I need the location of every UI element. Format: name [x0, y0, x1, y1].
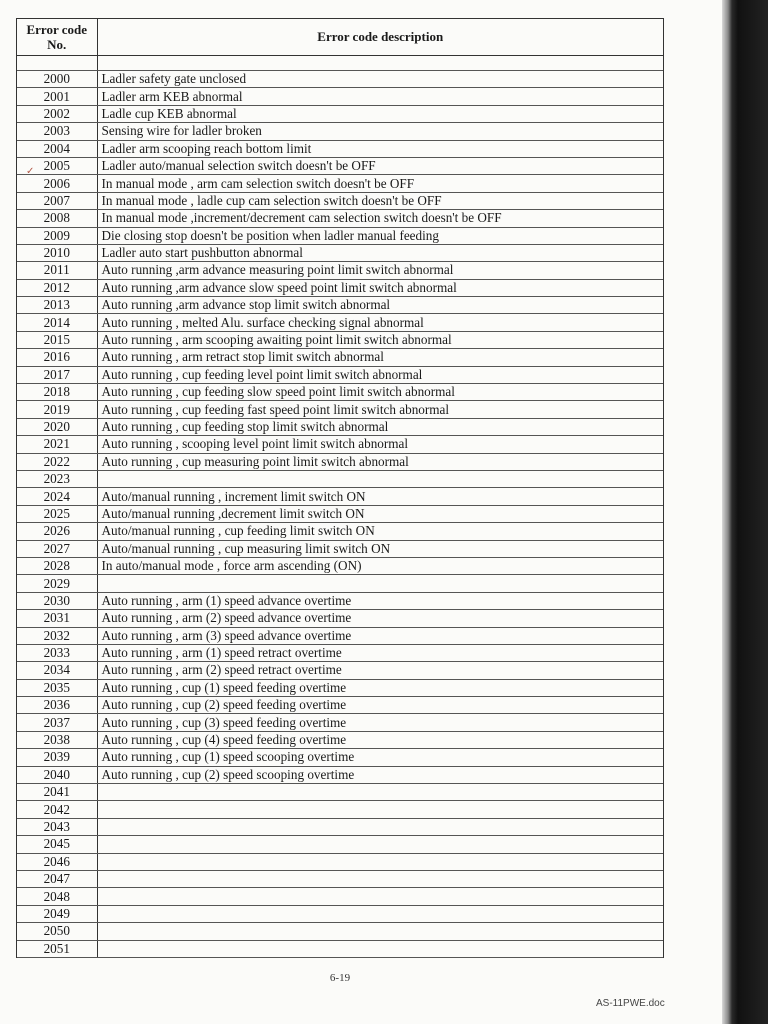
table-row	[17, 749, 663, 766]
error-description-cell	[97, 905, 663, 922]
error-description-cell: Auto running ,arm advance stop limit switch abnormal	[97, 297, 663, 314]
table-row	[17, 384, 663, 401]
error-code-cell: 2016	[17, 349, 97, 366]
table-row	[17, 210, 663, 227]
error-code-cell: 2022	[17, 453, 97, 470]
table-header-row	[17, 19, 663, 56]
table-row	[17, 244, 663, 261]
error-description-cell: Auto running , cup feeding fast speed point limit switch abnormal	[97, 401, 663, 418]
error-code-cell: 2028	[17, 557, 97, 574]
table-row	[17, 349, 663, 366]
error-description-cell	[97, 940, 663, 957]
error-description-cell: In manual mode ,increment/decrement cam selection switch doesn't be OFF	[97, 210, 663, 227]
table-row	[17, 366, 663, 383]
error-description-cell	[97, 575, 663, 592]
table-row	[17, 662, 663, 679]
error-code-cell: 2051	[17, 940, 97, 957]
error-description-cell: Ladler auto start pushbutton abnormal	[97, 244, 663, 261]
table-row	[17, 801, 663, 818]
error-code-cell: 2031	[17, 610, 97, 627]
table-row	[17, 297, 663, 314]
error-code-cell: 2014	[17, 314, 97, 331]
error-code-cell: 2015	[17, 331, 97, 348]
error-code-cell: 2009	[17, 227, 97, 244]
error-description-cell: In manual mode , arm cam selection switch doesn't be OFF	[97, 175, 663, 192]
table-row	[17, 557, 663, 574]
error-description-cell: Ladler auto/manual selection switch doesn't be OFF	[97, 157, 663, 174]
error-code-cell: 2000	[17, 71, 97, 88]
error-code-cell: 2002	[17, 105, 97, 122]
error-code-cell: 2021	[17, 436, 97, 453]
table-row	[17, 818, 663, 835]
table-row	[17, 731, 663, 748]
error-code-cell: 2017	[17, 366, 97, 383]
table-row	[17, 888, 663, 905]
error-description-cell: In auto/manual mode , force arm ascending (ON)	[97, 557, 663, 574]
table-row	[17, 262, 663, 279]
error-code-cell: 2020	[17, 418, 97, 435]
error-code-cell: 2005	[17, 157, 97, 174]
error-description-cell: Auto running , cup feeding stop limit switch abnormal	[97, 418, 663, 435]
table-body	[17, 56, 663, 958]
table-row	[17, 314, 663, 331]
document-filename: AS-11PWE.doc	[596, 998, 665, 1009]
error-code-cell: 2029	[17, 575, 97, 592]
error-description-cell: Auto running , cup feeding level point limit switch abnormal	[97, 366, 663, 383]
table-row	[17, 575, 663, 592]
table-row	[17, 279, 663, 296]
error-description-cell: Auto/manual running , cup measuring limit switch ON	[97, 540, 663, 557]
error-code-cell: 2034	[17, 662, 97, 679]
table-row	[17, 123, 663, 140]
scan-binding-edge	[722, 0, 768, 1024]
table-row	[17, 766, 663, 783]
error-description-cell: Auto running , cup (2) speed feeding overtime	[97, 697, 663, 714]
table-row	[17, 627, 663, 644]
error-code-cell: 2023	[17, 470, 97, 487]
error-code-cell: 2043	[17, 818, 97, 835]
error-description-cell: Auto running , scooping level point limit switch abnormal	[97, 436, 663, 453]
table-row	[17, 610, 663, 627]
error-code-cell: 2039	[17, 749, 97, 766]
error-code-cell: 2045	[17, 836, 97, 853]
error-code-table-frame	[16, 18, 664, 958]
error-description-cell: Ladler arm scooping reach bottom limit	[97, 140, 663, 157]
error-description-cell	[97, 836, 663, 853]
error-description-cell: Auto running , arm scooping awaiting point limit switch abnormal	[97, 331, 663, 348]
table-row	[17, 853, 663, 870]
error-code-cell: 2026	[17, 523, 97, 540]
error-code-cell: 2025	[17, 505, 97, 522]
table-row	[17, 836, 663, 853]
error-description-cell: Auto running , arm retract stop limit switch abnormal	[97, 349, 663, 366]
error-code-cell: 2049	[17, 905, 97, 922]
error-description-cell: Auto running , arm (2) speed advance overtime	[97, 610, 663, 627]
error-code-cell: 2036	[17, 697, 97, 714]
error-code-cell: 2047	[17, 870, 97, 887]
table-row	[17, 644, 663, 661]
error-description-cell	[97, 784, 663, 801]
error-code-cell: 2006	[17, 175, 97, 192]
table-row	[17, 105, 663, 122]
table-row	[17, 175, 663, 192]
table-row	[17, 505, 663, 522]
error-code-cell: 2011	[17, 262, 97, 279]
error-code-cell: 2013	[17, 297, 97, 314]
table-row	[17, 697, 663, 714]
table-row	[17, 714, 663, 731]
table-row	[17, 940, 663, 957]
error-code-cell: 2027	[17, 540, 97, 557]
table-row	[17, 192, 663, 209]
error-code-cell: 2018	[17, 384, 97, 401]
error-description-cell	[97, 870, 663, 887]
error-description-cell: Auto running , cup (4) speed feeding overtime	[97, 731, 663, 748]
handwritten-tick-mark: ✓	[26, 166, 35, 177]
error-code-cell: 2050	[17, 923, 97, 940]
error-code-cell: 2046	[17, 853, 97, 870]
header-error-description: Error code description	[97, 19, 663, 56]
error-code-cell: 2033	[17, 644, 97, 661]
error-code-cell: 2008	[17, 210, 97, 227]
error-code-cell: 2042	[17, 801, 97, 818]
table-row	[17, 592, 663, 609]
table-row	[17, 540, 663, 557]
error-description-cell	[97, 888, 663, 905]
error-description-cell	[97, 853, 663, 870]
error-description-cell: Auto running , arm (2) speed retract overtime	[97, 662, 663, 679]
error-code-cell: 2041	[17, 784, 97, 801]
error-code-table	[17, 19, 663, 958]
error-description-cell: Sensing wire for ladler broken	[97, 123, 663, 140]
table-row	[17, 679, 663, 696]
table-row	[17, 331, 663, 348]
error-description-cell: Auto running , cup (1) speed feeding overtime	[97, 679, 663, 696]
error-description-cell: Auto running , cup (2) speed scooping overtime	[97, 766, 663, 783]
table-row	[17, 418, 663, 435]
error-code-cell: 2048	[17, 888, 97, 905]
table-row	[17, 56, 663, 71]
error-description-cell: Auto running , cup measuring point limit switch abnormal	[97, 453, 663, 470]
error-code-cell: 2003	[17, 123, 97, 140]
table-row	[17, 157, 663, 174]
error-description-cell: Auto running , arm (3) speed advance overtime	[97, 627, 663, 644]
error-code-cell: 2001	[17, 88, 97, 105]
error-description-cell	[97, 470, 663, 487]
error-code-cell: 2012	[17, 279, 97, 296]
error-code-cell: 2010	[17, 244, 97, 261]
table-row	[17, 923, 663, 940]
error-description-cell	[97, 801, 663, 818]
error-description-cell	[97, 818, 663, 835]
table-row	[17, 784, 663, 801]
table-row	[17, 870, 663, 887]
error-description-cell	[97, 923, 663, 940]
error-code-cell: 2038	[17, 731, 97, 748]
error-description-cell: Auto running , cup feeding slow speed point limit switch abnormal	[97, 384, 663, 401]
table-row	[17, 140, 663, 157]
error-code-cell: 2030	[17, 592, 97, 609]
error-code-cell: 2019	[17, 401, 97, 418]
error-code-cell	[17, 56, 97, 71]
error-code-cell: 2004	[17, 140, 97, 157]
error-description-cell: Auto running , arm (1) speed advance overtime	[97, 592, 663, 609]
page-number: 6-19	[329, 972, 351, 984]
error-description-cell: In manual mode , ladle cup cam selection switch doesn't be OFF	[97, 192, 663, 209]
error-description-cell: Auto running ,arm advance measuring point limit switch abnormal	[97, 262, 663, 279]
table-row	[17, 88, 663, 105]
error-description-cell: Auto running , cup (3) speed feeding overtime	[97, 714, 663, 731]
error-code-cell: 2035	[17, 679, 97, 696]
table-row	[17, 436, 663, 453]
table-row	[17, 470, 663, 487]
table-row	[17, 227, 663, 244]
table-row	[17, 488, 663, 505]
error-code-cell: 2032	[17, 627, 97, 644]
error-description-cell: Die closing stop doesn't be position when ladler manual feeding	[97, 227, 663, 244]
table-row	[17, 523, 663, 540]
error-code-cell: 2040	[17, 766, 97, 783]
error-code-cell: 2007	[17, 192, 97, 209]
error-code-cell: 2024	[17, 488, 97, 505]
table-row	[17, 401, 663, 418]
error-description-cell	[97, 56, 663, 71]
error-description-cell: Ladler safety gate unclosed	[97, 71, 663, 88]
error-description-cell: Auto running , melted Alu. surface checking signal abnormal	[97, 314, 663, 331]
table-row	[17, 71, 663, 88]
error-description-cell: Auto running ,arm advance slow speed point limit switch abnormal	[97, 279, 663, 296]
error-description-cell: Auto running , cup (1) speed scooping overtime	[97, 749, 663, 766]
table-row	[17, 453, 663, 470]
header-error-code: Error code No.	[17, 19, 97, 56]
error-description-cell: Ladler arm KEB abnormal	[97, 88, 663, 105]
table-row	[17, 905, 663, 922]
error-description-cell: Auto/manual running , cup feeding limit switch ON	[97, 523, 663, 540]
error-description-cell: Auto/manual running ,decrement limit switch ON	[97, 505, 663, 522]
error-description-cell: Ladle cup KEB abnormal	[97, 105, 663, 122]
error-description-cell: Auto/manual running , increment limit switch ON	[97, 488, 663, 505]
error-description-cell: Auto running , arm (1) speed retract overtime	[97, 644, 663, 661]
error-code-cell: 2037	[17, 714, 97, 731]
